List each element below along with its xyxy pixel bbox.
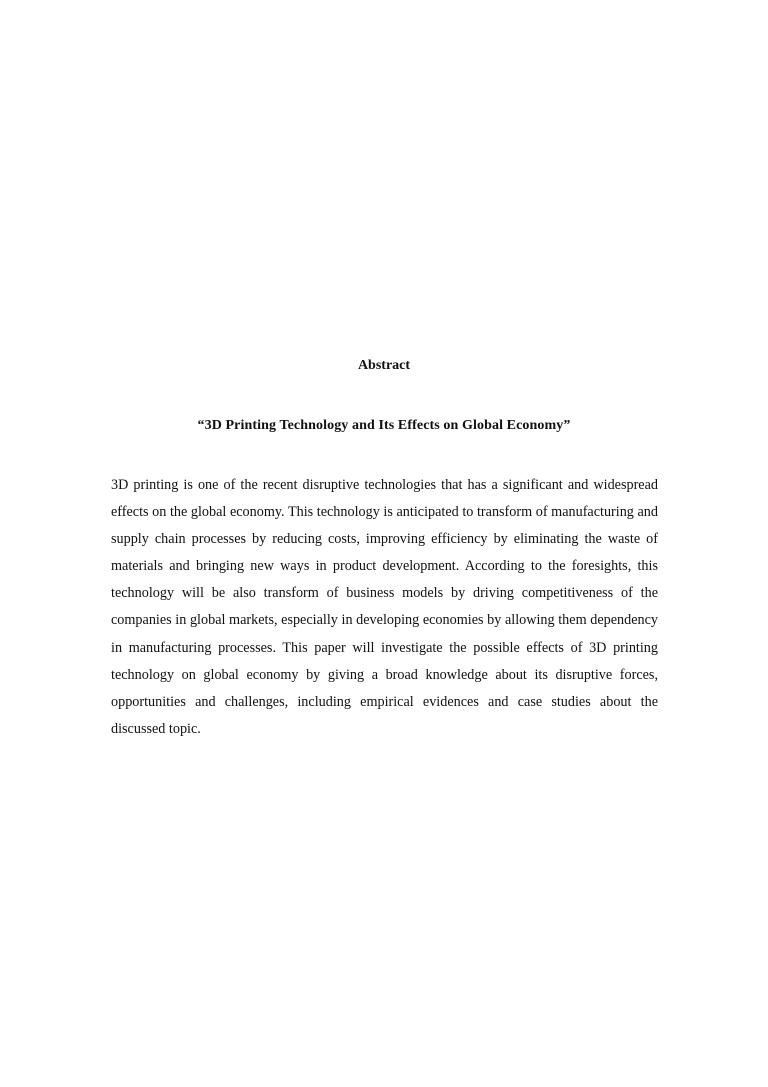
abstract-paragraph: 3D printing is one of the recent disruptive technologies that has a significant and widespread effects on the global economy. This technology is anticipated to transform of manufacturing and supply chain processes by reducing costs, improving efficiency by eliminating the waste of materials and bringing new ways in product development. According to the foresights, this technology will be also transform of business models by driving competitiveness of the companies in global markets, especially in developing economies by allowing them dependency in manufacturing processes. This paper will investigate the possible effects of 3D printing technology on global economy by giving a broad knowledge about its disruptive forces, opportunities and challenges, including empirical evidences and case studies about the discussed topic. <box>111 477 658 737</box>
abstract-heading: Abstract <box>357 358 411 373</box>
paper-title: “3D Printing Technology and Its Effects on Global Economy” <box>197 418 571 433</box>
